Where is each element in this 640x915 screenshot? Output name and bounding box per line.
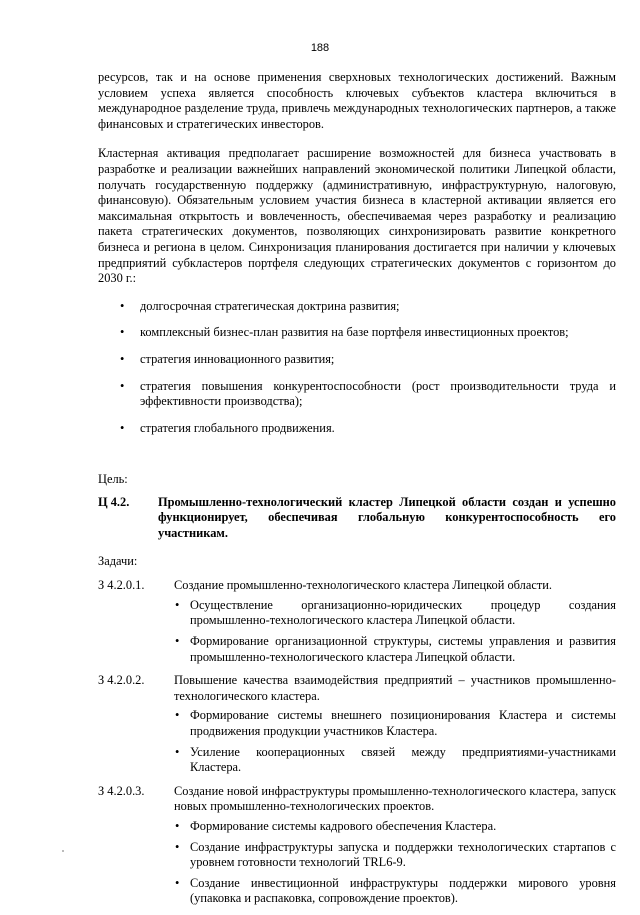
bullet-icon: •: [175, 875, 180, 890]
task-title: Создание промышленно-технологического кластера Липецкой области.: [174, 578, 552, 593]
goal-code: Ц 4.2.: [98, 494, 130, 509]
bullet-icon: •: [120, 325, 125, 340]
list-item: • Формирование системы кадрового обеспечения Кластера.: [175, 818, 497, 833]
list-item: • стратегия инновационного развития;: [120, 351, 335, 366]
goal-label: Цель:: [98, 472, 128, 487]
list-item: • Осуществление организационно-юридических процедур создания промышленно-технологического кластера Липецкой области.: [175, 597, 616, 628]
scan-artifact: [62, 850, 64, 852]
page-number: 188: [310, 42, 330, 54]
list-item: • комплексный бизнес-план развития на базе портфеля инвестиционных проектов;: [120, 325, 569, 340]
bullet-icon: •: [120, 351, 125, 366]
list-item: • Формирование организационной структуры, системы управления и развития промышленно-технологического кластера Липецкой области.: [175, 634, 616, 664]
list-item: • стратегия повышения конкурентоспособности (рост производительности труда и эффективности производства);: [120, 378, 616, 409]
task-items: [174, 708, 616, 775]
task-title: Создание новой инфраструктуры промышленно-технологического кластера, запуск новых промышленно-технологических проектов.: [174, 783, 616, 814]
task-code: З 4.2.0.1.: [98, 578, 145, 593]
list-item: • Создание инфраструктуры запуска и поддержки технологических стартапов с уровнем готовности технологий TRL6-9.: [175, 839, 616, 870]
strategic-documents-list: [98, 299, 616, 437]
bullet-icon: •: [175, 634, 180, 649]
task-block: [98, 578, 616, 670]
task-items: [174, 598, 616, 665]
list-item: • Усиление кооперационных связей между предприятиями-участниками Кластера.: [175, 744, 616, 775]
goal-block: [98, 495, 616, 542]
bullet-icon: •: [120, 420, 125, 435]
bullet-icon: •: [120, 298, 125, 313]
task-block: [98, 784, 616, 912]
bullet-icon: •: [175, 708, 180, 723]
task-block: [98, 673, 616, 781]
paragraph: Кластерная активация предполагает расширение возможностей для бизнеса участвовать в разработке и реализации важнейших направлений экономической политики Липецкой области, получать государственную поддержку (административную, инфраструктурную, налоговую, финансовую). Обязательным условием участия бизнеса в кластерной активации является его максимальная открытость и вовлеченность, обеспечиваемая через разработку и реализацию пакета стратегических документов, позволяющих синхронизировать развитие конкретного бизнеса и региона в целом. Синхронизация планирования достигается при наличии у ключевых предприятий субкластеров портфеля следующих стратегических документов с горизонтом до 2030 г.:: [98, 146, 616, 286]
page-content: [98, 70, 616, 915]
task-title: Повышение качества взаимодействия предприятий – участников промышленно-технологического кластера.: [174, 673, 616, 703]
bullet-icon: •: [175, 597, 180, 612]
task-code: З 4.2.0.2.: [98, 673, 145, 688]
list-item: • Формирование системы внешнего позиционирования Кластера и системы продвижения продукции участников Кластера.: [175, 708, 616, 738]
paragraph: ресурсов, так и на основе применения сверхновых технологических достижений. Важным условием успеха является способность ключевых субъектов кластера включиться в международное разделение труда, привлечь международных технологических партнеров, а также финансовых и стратегических инвесторов.: [98, 70, 616, 131]
bullet-icon: •: [175, 839, 180, 854]
list-item: • Создание инвестиционной инфраструктуры поддержки мирового уровня (упаковка и распаковка, сопровождение проектов).: [175, 875, 616, 906]
goal-text: Промышленно-технологический кластер Липецкой области создан и успешно функционирует, обеспечивая глобальную конкурентоспособность его участникам.: [158, 494, 616, 541]
task-items: [174, 819, 616, 907]
list-item: • стратегия глобального продвижения.: [120, 420, 335, 435]
bullet-icon: •: [120, 378, 125, 393]
task-code: З 4.2.0.3.: [98, 783, 145, 798]
list-item: • долгосрочная стратегическая доктрина развития;: [120, 298, 400, 313]
bullet-icon: •: [175, 744, 180, 759]
tasks-label: Задачи:: [98, 553, 138, 568]
bullet-icon: •: [175, 818, 180, 833]
